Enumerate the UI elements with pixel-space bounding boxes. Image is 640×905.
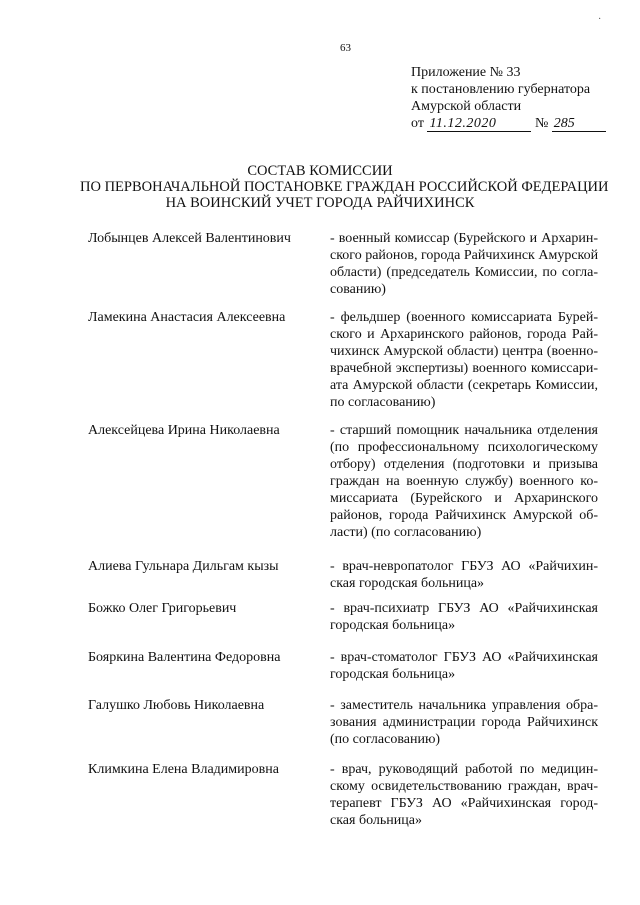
member-role-line: ласти) (по согласованию) [330, 525, 482, 540]
member-role-line: миссариата (Бурейского и Архаринского [330, 491, 598, 506]
handwritten-date: 11.12.2020 [427, 116, 531, 132]
number-prefix: № [534, 116, 549, 131]
title-line-1: СОСТАВ КОМИССИИ [247, 163, 393, 179]
member-name: Божко Олег Григорьевич [88, 601, 237, 616]
member-name: Ламекина Анастасия Алексеевна [88, 310, 286, 325]
member-role-line: зования администрации города Райчихинск [330, 715, 598, 730]
member-role [330, 649, 598, 683]
appendix-block [411, 64, 606, 132]
member-role-line: ская больница» [330, 813, 422, 828]
member-role-line: ского и Архаринского районов, города Рай- [330, 327, 598, 342]
member-role [330, 309, 598, 411]
member-role-line: чихинск Амурской области) центра (военно- [330, 344, 598, 359]
member-role-line: - заместитель начальника управления обра- [330, 698, 598, 713]
member-role-line: отбору) отделения (подготовки и призыва [330, 457, 598, 472]
member-role-line: области) (председатель Комиссии, по согла- [330, 265, 598, 280]
member-role-line: ская городская больница» [330, 576, 485, 591]
date-prefix: от [411, 116, 424, 131]
member-role-line: по согласованию) [330, 395, 436, 410]
member-role-line: (по профессиональному психологическому [330, 440, 598, 455]
document-title [80, 163, 609, 211]
member-role-line: - военный комиссар (Бурейского и Архарин- [330, 231, 598, 246]
title-line-3: НА ВОИНСКИЙ УЧЕТ ГОРОДА РАЙЧИХИНСК [165, 195, 475, 211]
handwritten-number: 285 [552, 116, 606, 132]
member-role [330, 600, 598, 634]
member-role-line: районов, города Райчихинск Амурской об- [330, 508, 598, 523]
member-role-line: скому освидетельствованию граждан, врач- [330, 779, 598, 794]
member-role-line: городская больница» [330, 618, 456, 633]
member-role-line: терапевт ГБУЗ АО «Райчихинская город- [330, 796, 598, 811]
member-role [330, 422, 598, 541]
member-role-line: - врач-невропатолог ГБУЗ АО «Райчихин- [330, 559, 598, 574]
member-role-line: сованию) [330, 282, 386, 297]
member-role-line: - врач-стоматолог ГБУЗ АО «Райчихинская [330, 650, 598, 665]
appendix-date-line [411, 115, 606, 132]
member-role [330, 697, 598, 748]
page-number: 63 [340, 42, 351, 54]
appendix-reference: к постановлению губернатора [411, 82, 591, 97]
member-role-line: (по согласованию) [330, 732, 441, 747]
member-role-line: - врач-психиатр ГБУЗ АО «Райчихинская [330, 601, 598, 616]
member-name: Бояркина Валентина Федоровна [88, 650, 281, 665]
member-role [330, 230, 598, 298]
member-role-line: - врач, руководящий работой по медицин- [330, 762, 598, 777]
member-role [330, 761, 598, 829]
member-role-line: - старший помощник начальника отделения [330, 423, 598, 438]
member-name: Лобынцев Алексей Валентинович [88, 231, 291, 246]
member-role-line: городская больница» [330, 667, 456, 682]
member-name: Алексейцева Ирина Николаевна [88, 423, 280, 438]
corner-mark: · [598, 14, 602, 25]
member-role-line: ата Амурской области (секретарь Комиссии, [330, 378, 598, 393]
member-role-line: граждан на военную службу) военного ко- [330, 474, 598, 489]
member-role-line: ского районов, города Райчихинск Амурской [330, 248, 599, 263]
appendix-title: Приложение № 33 [411, 65, 521, 80]
member-role-line: врачебной экспертизы) военного комиссари- [330, 361, 598, 376]
title-line-2: ПО ПЕРВОНАЧАЛЬНОЙ ПОСТАНОВКЕ ГРАЖДАН РОССИЙСКОЙ ФЕДЕРАЦИИ [80, 179, 609, 195]
member-name: Галушко Любовь Николаевна [88, 698, 265, 713]
member-role [330, 558, 598, 592]
member-name: Алиева Гульнара Дильгам кызы [88, 559, 279, 574]
member-name: Климкина Елена Владимировна [88, 762, 279, 777]
member-role-line: - фельдшер (военного комиссариата Бурей- [330, 310, 598, 325]
appendix-region: Амурской области [411, 99, 522, 114]
